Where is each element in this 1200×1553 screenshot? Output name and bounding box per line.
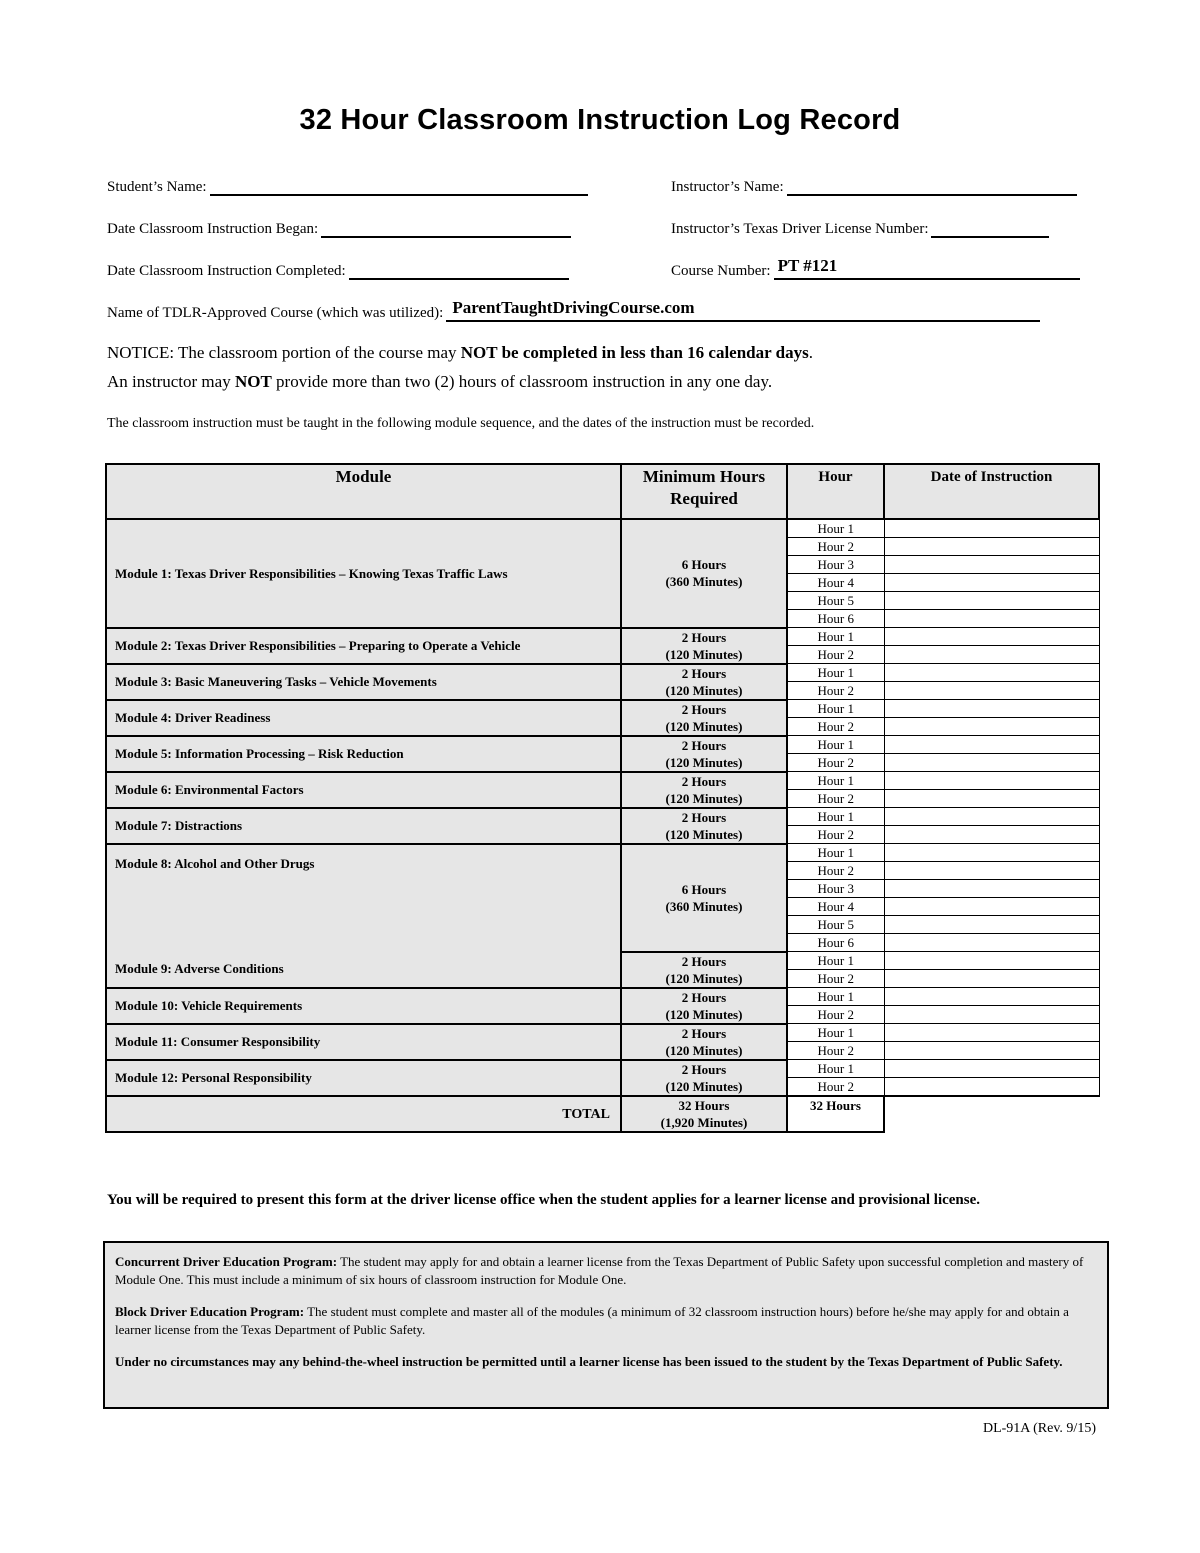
min-hours-value: 2 Hours [681,953,727,969]
hour-label: Hour 1 [787,952,884,970]
min-hours-cell [621,1060,787,1097]
min-hours-cell [621,700,787,736]
table-row [106,664,1099,682]
min-hours-value: 2 Hours [681,773,727,789]
block-program-text: Block Driver Education Program: The student must complete and master all of the modules (a minimum of 32 classroom instruction hours) before he/she may apply for and obtain a learner license from the Texas Department of Public Safety. [115,1304,1069,1337]
hour-label: Hour 5 [787,592,884,610]
total-blank [884,1096,1099,1132]
hour-label: Hour 2 [787,718,884,736]
hour-label: Hour 2 [787,1006,884,1024]
table-row [106,519,1099,538]
table-row [106,628,1099,646]
min-minutes-value: (120 Minutes) [665,1042,743,1058]
hour-label: Hour 4 [787,574,884,592]
hour-label: Hour 1 [787,736,884,754]
module-name-cell: Module 12: Personal Responsibility [106,1060,621,1097]
date-of-instruction-input[interactable] [884,790,1099,808]
min-hours-cell [621,664,787,700]
hour-label: Hour 1 [787,664,884,682]
table-row [106,1060,1099,1078]
min-minutes-value: (120 Minutes) [665,718,743,734]
min-minutes-value: (120 Minutes) [665,826,743,842]
min-hours-value: 2 Hours [681,629,727,645]
hour-label: Hour 2 [787,826,884,844]
min-minutes-value: (120 Minutes) [665,754,743,770]
min-hours-cell [621,772,787,808]
course-name-value: ParentTaughtDrivingCourse.com [452,298,695,317]
hour-header: Hour [787,464,884,519]
module-name-cell: Module 11: Consumer Responsibility [106,1024,621,1060]
date-of-instruction-input[interactable] [884,736,1099,754]
date-of-instruction-input[interactable] [884,574,1099,592]
date-of-instruction-input[interactable] [884,952,1099,970]
sequence-instructions: The classroom instruction must be taught in the following module sequence, and the dates of the instruction must be recorded. [107,416,815,431]
min-minutes-value: (360 Minutes) [665,898,743,914]
min-hours-value: 2 Hours [681,809,727,825]
module-header: Module [106,464,621,519]
module-name-cell [106,844,621,988]
table-row [106,736,1099,754]
total-label: TOTAL [106,1096,621,1132]
min-hours-cell [621,736,787,772]
module-name-cell: Module 1: Texas Driver Responsibilities – Knowing Texas Traffic Laws [106,519,621,628]
hour-label: Hour 1 [787,988,884,1006]
date-of-instruction-input[interactable] [884,1078,1099,1097]
min-minutes-value: (120 Minutes) [665,790,743,806]
program-info-box [103,1241,1109,1409]
hour-label: Hour 6 [787,610,884,628]
hour-label: Hour 1 [787,519,884,538]
notice-line-2: An instructor may NOT provide more than two (2) hours of classroom instruction in any one day. [107,372,773,391]
course-number-input[interactable] [774,256,1080,280]
table-row [106,808,1099,826]
table-row [106,844,1099,862]
hour-label: Hour 1 [787,700,884,718]
min-minutes-value: (120 Minutes) [665,646,743,662]
hour-label: Hour 4 [787,898,884,916]
behind-the-wheel-warning: Under no circumstances may any behind-the-wheel instruction be permitted until a learner license has been issued to the student by the Texas Department of Public Safety. [115,1354,1063,1369]
min-minutes-value: (120 Minutes) [665,1006,743,1022]
min-hours-value: 2 Hours [681,1061,727,1077]
date-of-instruction-input[interactable] [884,646,1099,664]
module-name-cell: Module 7: Distractions [106,808,621,844]
hour-label: Hour 2 [787,1078,884,1097]
table-row [106,1024,1099,1042]
table-row [106,700,1099,718]
student-name-label: Student’s Name: [107,179,207,195]
module-name: Module 8: Alcohol and Other Drugs [115,855,315,871]
date-of-instruction-input[interactable] [884,934,1099,952]
hour-label: Hour 1 [787,1024,884,1042]
date-began-label: Date Classroom Instruction Began: [107,221,319,237]
date-of-instruction-input[interactable] [884,862,1099,880]
date-of-instruction-input[interactable] [884,519,1099,538]
date-of-instruction-input[interactable] [884,538,1099,556]
notice-line-1: NOTICE: The classroom portion of the course may NOT be completed in less than 16 calendar days. [107,343,813,362]
module-name-cell: Module 5: Information Processing – Risk Reduction [106,736,621,772]
total-min-hours [621,1096,787,1132]
date-of-instruction-input[interactable] [884,1060,1099,1078]
date-header: Date of Instruction [884,464,1099,519]
total-minutes-value: (1,920 Minutes) [660,1115,748,1130]
date-of-instruction-input[interactable] [884,772,1099,790]
total-hour-count: 32 Hours [787,1096,884,1132]
module-name-cell: Module 10: Vehicle Requirements [106,988,621,1024]
date-of-instruction-input[interactable] [884,556,1099,574]
course-name-input[interactable] [446,298,1040,322]
date-of-instruction-input[interactable] [884,916,1099,934]
hour-label: Hour 2 [787,1042,884,1060]
min-minutes-value: (120 Minutes) [665,682,743,698]
date-of-instruction-input[interactable] [884,1006,1099,1024]
hour-label: Hour 2 [787,538,884,556]
course-number-value: PT #121 [777,256,838,275]
date-completed-input[interactable] [349,260,569,280]
hour-label: Hour 1 [787,808,884,826]
min-hours-value: 2 Hours [681,989,727,1005]
student-name-input[interactable] [210,176,588,196]
date-of-instruction-input[interactable] [884,628,1099,646]
min-hours-value: 2 Hours [681,1025,727,1041]
module-name-cell: Module 2: Texas Driver Responsibilities – Preparing to Operate a Vehicle [106,628,621,664]
course-name-label: Name of TDLR-Approved Course (which was utilized): [107,305,444,321]
hour-label: Hour 1 [787,1060,884,1078]
date-of-instruction-input[interactable] [884,880,1099,898]
course-name-field [107,298,1040,322]
date-of-instruction-input[interactable] [884,808,1099,826]
date-of-instruction-input[interactable] [884,826,1099,844]
hour-label: Hour 2 [787,970,884,988]
total-hours-value: 32 Hours [678,1098,730,1113]
date-of-instruction-input[interactable] [884,898,1099,916]
table-row [106,988,1099,1006]
hour-label: Hour 2 [787,646,884,664]
min-hours-cell [621,519,787,628]
date-of-instruction-input[interactable] [884,1042,1099,1060]
min-minutes-value: (120 Minutes) [665,970,743,986]
hour-label: Hour 6 [787,934,884,952]
date-of-instruction-input[interactable] [884,592,1099,610]
instructor-license-field [671,218,1049,238]
date-of-instruction-input[interactable] [884,1024,1099,1042]
min-hours-cell [621,628,787,664]
min-minutes-value: (360 Minutes) [665,574,743,590]
date-of-instruction-input[interactable] [884,970,1099,988]
module-name-cell: Module 3: Basic Maneuvering Tasks – Vehicle Movements [106,664,621,700]
date-of-instruction-input[interactable] [884,988,1099,1006]
hour-label: Hour 1 [787,844,884,862]
min-hours-value: 6 Hours [681,881,727,897]
date-of-instruction-input[interactable] [884,700,1099,718]
table-header-row [106,464,1099,519]
min-hours-value: 2 Hours [681,701,727,717]
date-completed-field [107,260,569,280]
total-row [106,1096,1099,1132]
hour-label: Hour 2 [787,862,884,880]
date-of-instruction-input[interactable] [884,682,1099,700]
min-hours-cell [621,988,787,1024]
min-hours-header: Minimum Hours Required [621,464,787,519]
min-hours-cell [621,844,787,952]
hour-label: Hour 2 [787,754,884,772]
min-hours-value: 2 Hours [681,737,727,753]
min-minutes-value: (120 Minutes) [665,1078,743,1094]
date-of-instruction-input[interactable] [884,844,1099,862]
module-name: Module 9: Adverse Conditions [115,960,284,976]
instruction-log-table [105,463,1100,1133]
instructor-license-input[interactable] [931,218,1049,238]
date-began-field [107,218,571,238]
hour-label: Hour 1 [787,628,884,646]
instructor-name-input[interactable] [787,176,1077,196]
date-completed-label: Date Classroom Instruction Completed: [107,263,346,279]
date-of-instruction-input[interactable] [884,610,1099,628]
table-row [106,772,1099,790]
hour-label: Hour 3 [787,880,884,898]
student-name-field [107,176,588,196]
min-hours-value: 2 Hours [681,665,727,681]
min-hours-value: 6 Hours [681,557,727,573]
min-hours-cell [621,952,787,988]
hour-label: Hour 2 [787,790,884,808]
hour-label: Hour 5 [787,916,884,934]
instructor-license-label: Instructor’s Texas Driver License Number: [671,221,929,237]
module-name-cell: Module 4: Driver Readiness [106,700,621,736]
date-of-instruction-input[interactable] [884,664,1099,682]
instructor-name-label: Instructor’s Name: [671,179,784,195]
hour-label: Hour 3 [787,556,884,574]
module-name-cell: Module 6: Environmental Factors [106,772,621,808]
date-of-instruction-input[interactable] [884,754,1099,772]
concurrent-program-text: Concurrent Driver Education Program: The student may apply for and obtain a learner license from the Texas Department of Public Safety upon successful completion and mastery of Module One. This must include a minimum of six hours of classroom instruction for Module One. [115,1254,1084,1287]
hour-label: Hour 1 [787,772,884,790]
date-of-instruction-input[interactable] [884,718,1099,736]
hour-label: Hour 2 [787,682,884,700]
course-number-field [671,256,1080,280]
date-began-input[interactable] [321,218,571,238]
instructor-name-field [671,176,1077,196]
form-number: DL-91A (Rev. 9/15) [982,1421,1096,1436]
page-title: 32 Hour Classroom Instruction Log Record [299,104,901,136]
present-form-notice: You will be required to present this form at the driver license office when the student applies for a learner license and provisional license. [107,1192,981,1208]
min-hours-cell [621,1024,787,1060]
course-number-label: Course Number: [671,263,771,279]
min-hours-cell [621,808,787,844]
